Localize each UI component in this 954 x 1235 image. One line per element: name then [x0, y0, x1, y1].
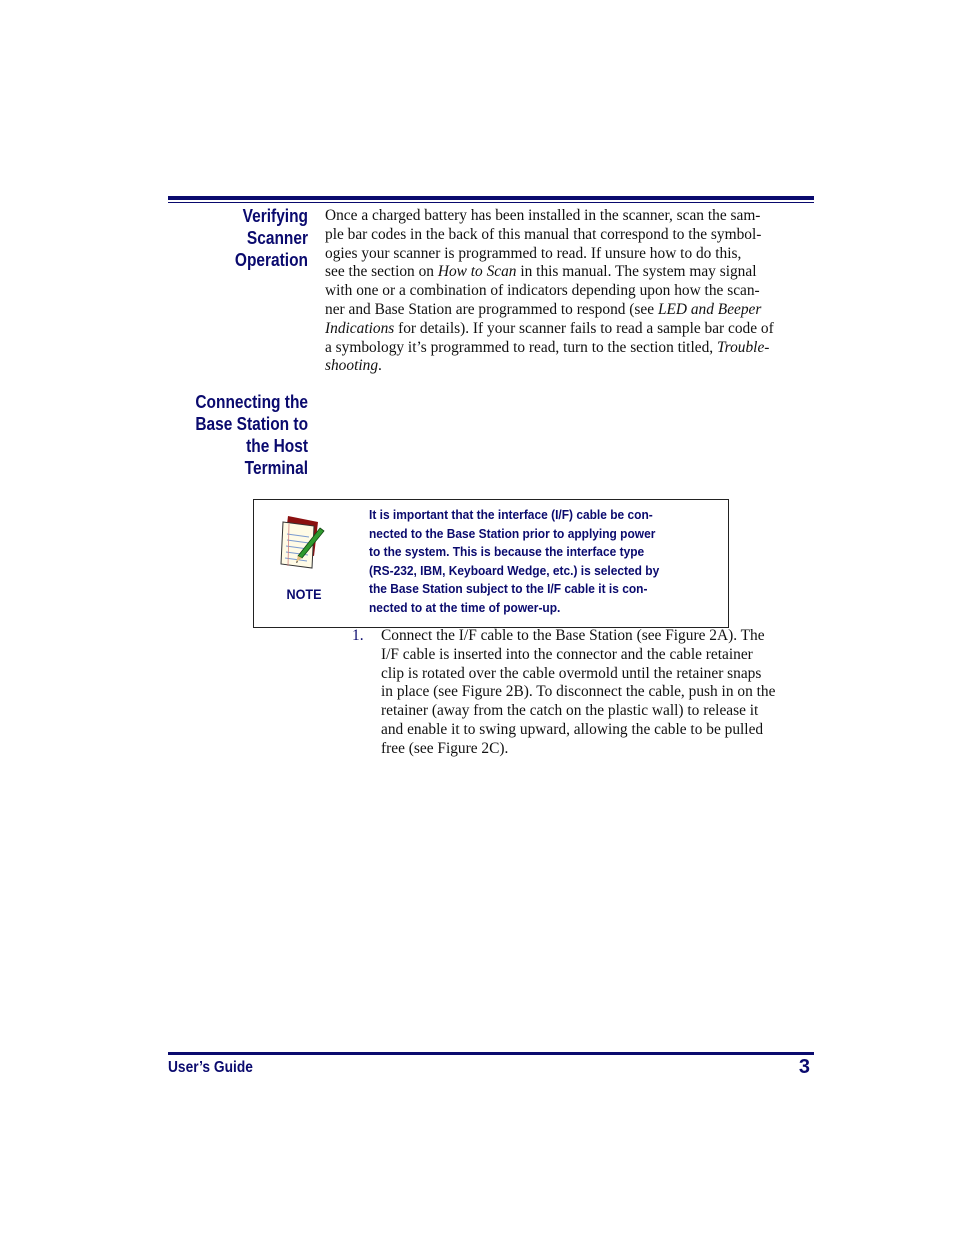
heading-line: Base Station to — [195, 414, 308, 434]
body-line: Once a charged battery has been installed in the scanner, scan the sam- — [325, 207, 761, 224]
body-line — [325, 357, 814, 376]
step-line: clip is rotated over the cable overmold until the retainer snaps — [381, 664, 762, 682]
footer-rule — [168, 1052, 814, 1055]
note-box — [253, 499, 729, 628]
text-run: for details). If your scanner fails to read a sample bar code of — [394, 319, 774, 337]
italic-ref-how-to-scan: How to Scan — [437, 263, 517, 281]
note-label: NOTE — [286, 586, 322, 602]
note-line: nected to at the time of power-up. — [369, 599, 561, 615]
step-number: 1. — [352, 627, 364, 644]
body-line — [325, 320, 814, 339]
notepad-pen-icon — [278, 512, 328, 572]
section-heading-verifying — [235, 205, 308, 271]
italic-ref-trouble: Trouble- — [716, 338, 770, 356]
body-line: with one or a combination of indicators depending upon how the scan- — [325, 282, 760, 300]
page-number: 3 — [798, 1056, 810, 1078]
step-text — [381, 627, 814, 759]
note-line: nected to the Base Station prior to applying power — [369, 525, 656, 541]
note-line: It is important that the interface (I/F) cable be con- — [369, 507, 653, 522]
body-line — [325, 301, 814, 320]
note-line: (RS-232, IBM, Keyboard Wedge, etc.) is selected by — [369, 562, 660, 578]
step-line: in place (see Figure 2B). To disconnect the cable, push in on the — [381, 683, 776, 701]
step-line: free (see Figure 2C). — [381, 739, 509, 757]
heading-line: Operation — [234, 250, 308, 270]
text-run: in this manual. The system may signal — [516, 263, 757, 281]
note-line: the Base Station subject to the I/F cable it is con- — [369, 581, 648, 597]
body-line: ogies your scanner is programmed to read. If unsure how to do this, — [325, 244, 742, 262]
heading-line: Connecting the — [195, 392, 308, 412]
note-text — [369, 506, 685, 618]
text-run: . — [378, 357, 382, 375]
step-line: Connect the I/F cable to the Base Station (see Figure 2A). The — [381, 627, 765, 644]
text-run: see the section on — [325, 263, 438, 281]
text-run: ner and Base Station are programmed to respond (see — [325, 300, 658, 318]
verifying-body — [325, 207, 814, 376]
heading-line: the Host — [246, 436, 308, 456]
step-line: retainer (away from the catch on the plastic wall) to release it — [381, 702, 759, 720]
body-line — [325, 339, 814, 358]
step-line: and enable it to swing upward, allowing the cable to be pulled — [381, 720, 764, 738]
italic-ref-led-beeper: LED and Beeper — [657, 300, 762, 318]
italic-ref-indications: Indications — [325, 319, 395, 337]
text-run: a symbology it’s programmed to read, turn to the section titled, — [325, 338, 717, 356]
body-line: ple bar codes in the back of this manual that correspond to the symbol- — [325, 225, 762, 243]
footer-title: User’s Guide — [168, 1059, 253, 1076]
top-rule — [168, 196, 814, 200]
italic-ref-shooting: shooting — [325, 357, 379, 375]
step-line: I/F cable is inserted into the connector and the cable retainer — [381, 645, 753, 663]
top-rule-thin — [168, 202, 814, 203]
note-line: to the system. This is because the interface type — [369, 544, 645, 560]
body-line — [325, 263, 814, 282]
heading-line: Verifying — [242, 206, 308, 226]
heading-line: Scanner — [246, 228, 308, 248]
section-heading-connecting — [195, 391, 308, 479]
heading-line: Terminal — [244, 458, 308, 478]
